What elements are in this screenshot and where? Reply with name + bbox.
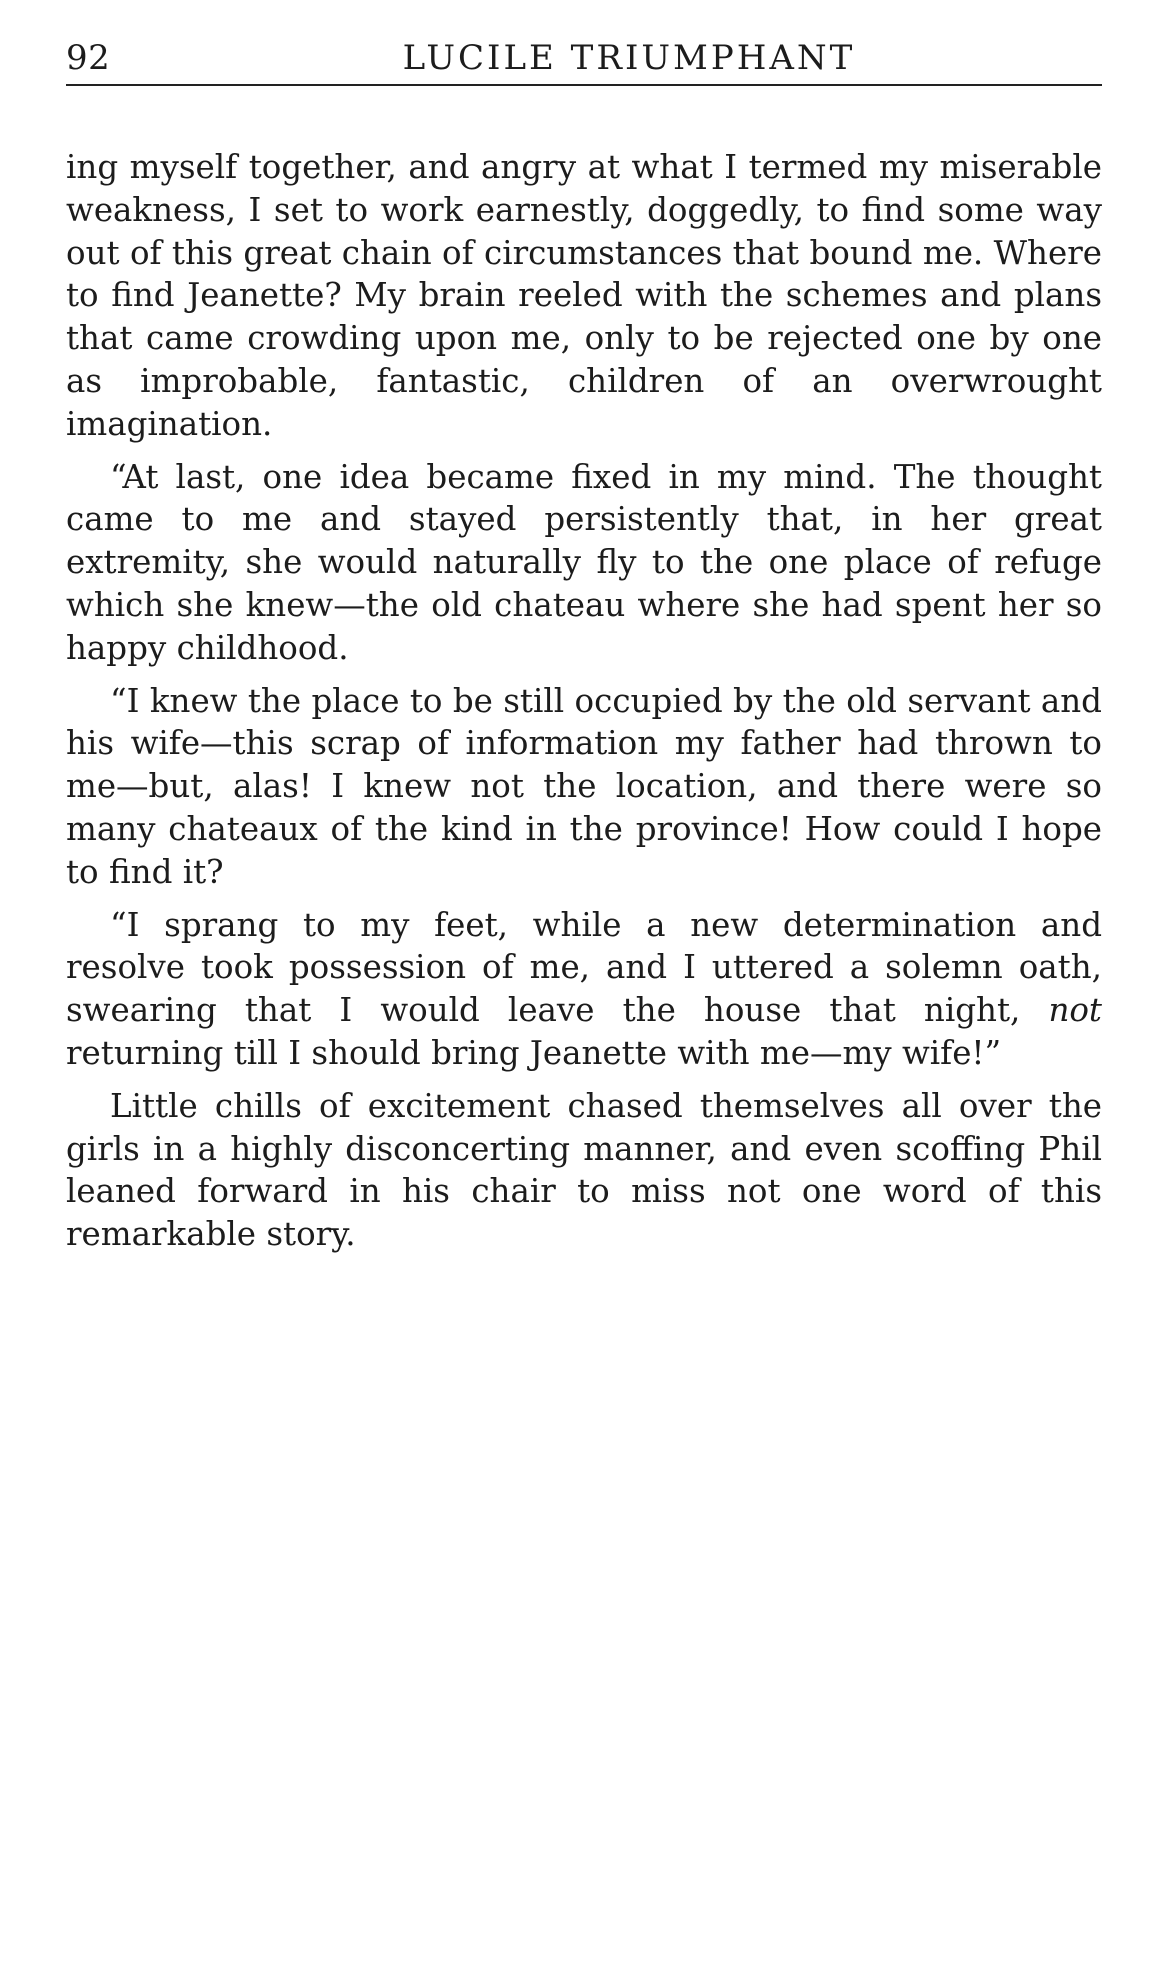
paragraph-1: ing myself together, and angry at what I termed my miserable weakness, I set to work earnestly, doggedly, to find some way out of this great chain of circumstances that bound me. Where to find Jeanette? My brain reeled with the schemes and plans that came crowding upon me, only to be rejected one by one as improbable, fantastic, children of an overwrought imagination.: [66, 148, 1102, 443]
paragraph-4-text-before: “I sprang to my feet, while a new determination and resolve took possession of me, and I uttered a solemn oath, swearing that I would leave the house that night,: [66, 905, 1102, 1030]
page-number: 92: [66, 38, 111, 78]
paragraph-5: Little chills of excitement chased themselves all over the girls in a highly disconcerting manner, and even scoffing Phil leaned forward in his chair to miss not one word of this remarkable story.: [66, 1086, 1102, 1254]
paragraph-4-emphasis: not: [1048, 991, 1102, 1030]
paragraph-4: [66, 904, 1102, 1075]
paragraph-2: “At last, one idea became fixed in my mind. The thought came to me and stayed persistently that, in her great extremity, she would naturally fly to the one place of refuge which she knew—the old chateau where she had spent her so happy childhood.: [66, 457, 1102, 667]
running-title: LUCILE TRIUMPHANT: [402, 38, 856, 78]
paragraph-4-text-after: returning till I should bring Jeanette with me—my wife!”: [66, 1033, 1002, 1072]
book-page: [66, 34, 1102, 1256]
running-header: [66, 34, 1102, 86]
body-text: [66, 146, 1102, 1256]
paragraph-3: “I knew the place to be still occupied by the old servant and his wife—this scrap of information my father had thrown to me—but, alas! I knew not the location, and there were so many chateaux of the kind in the province! How could I hope to find it?: [66, 681, 1102, 891]
